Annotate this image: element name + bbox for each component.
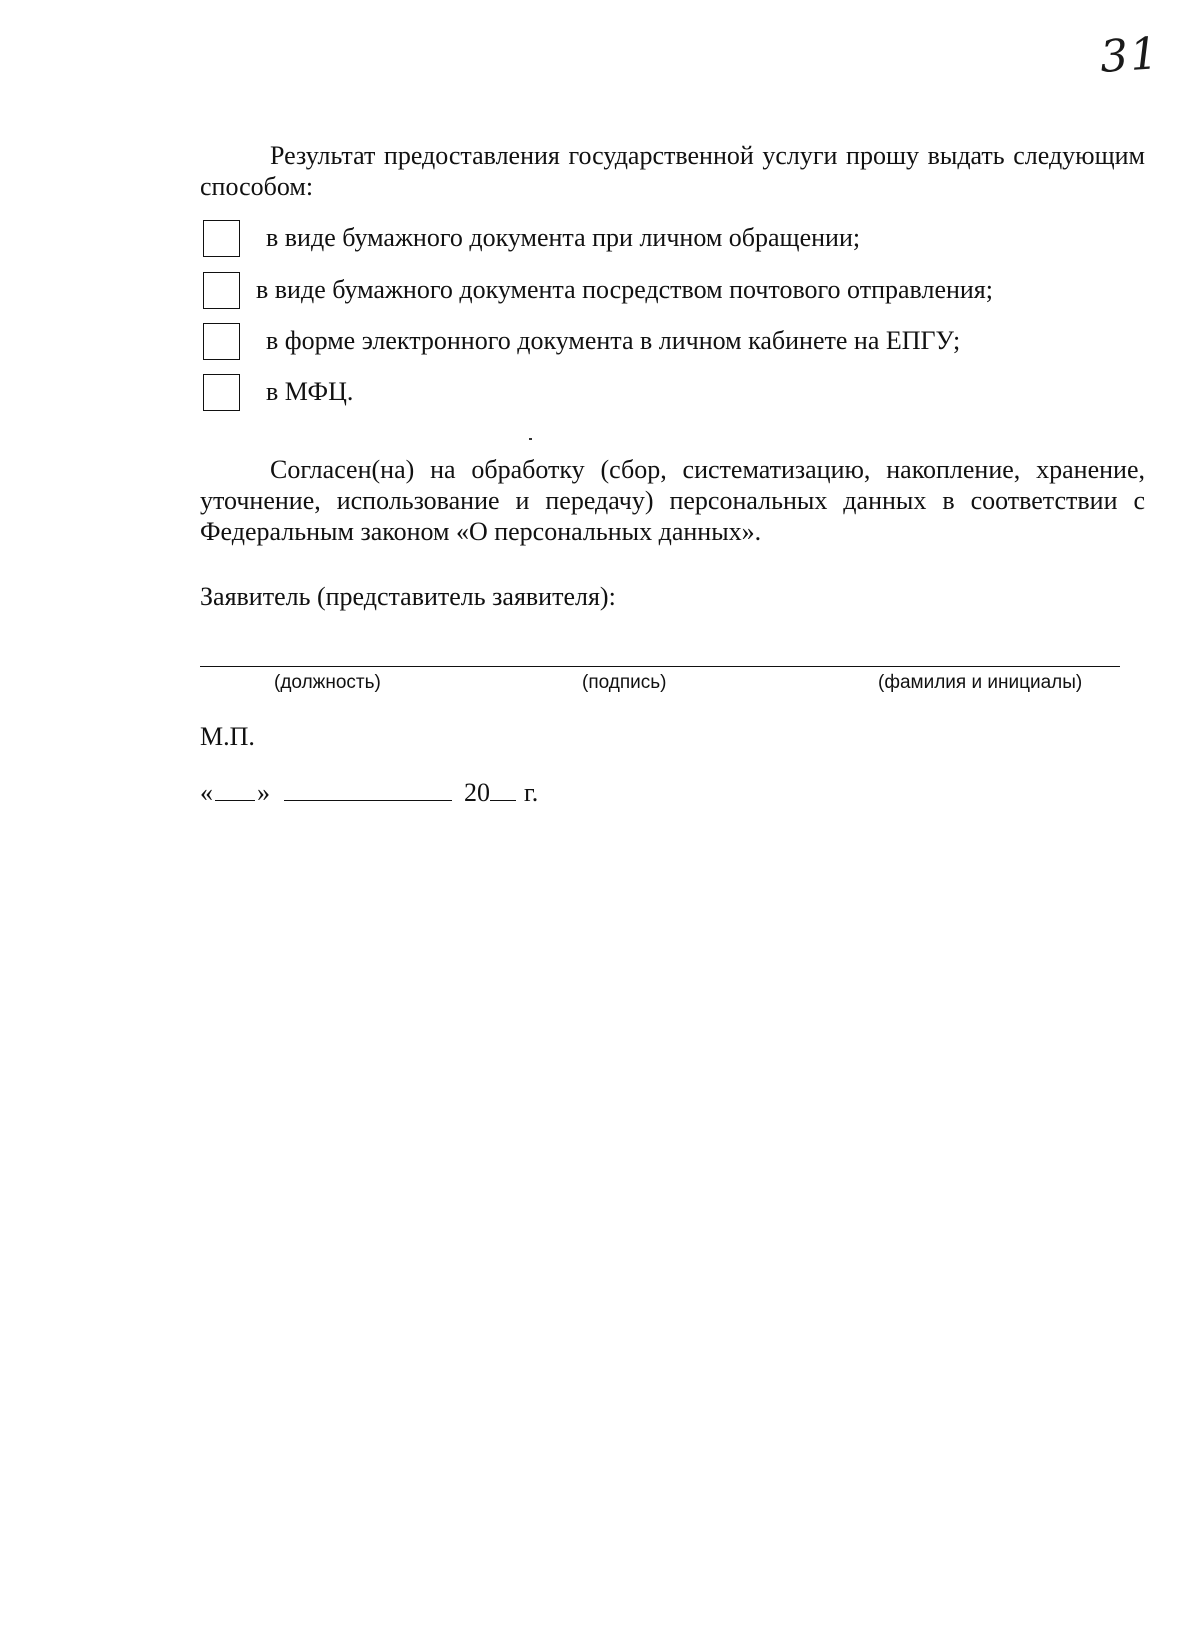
date-open-quote: « [200,778,213,807]
option-label: в МФЦ. [266,377,354,406]
signature-line-tail [1090,666,1118,667]
result-delivery-paragraph [200,140,1145,202]
date-close-quote: » [257,778,270,807]
page-number: 31 [1098,27,1162,84]
date-line [200,778,538,808]
option-label: в виде бумажного документа при личном обращении; [266,223,861,252]
checkbox-mfc[interactable] [203,374,240,411]
delivery-option-electronic-epgu[interactable] [203,321,960,361]
delivery-option-paper-in-person[interactable] [203,218,860,258]
date-month-blank[interactable] [284,778,452,801]
checkbox-paper-in-person[interactable] [203,220,240,257]
consent-text: Согласен(на) на обработку (сбор, систематизацию, накопление, хранение, уточнение, использование и передачу) персональных данных в соответствии с Федеральным законом «О персональных данных». [200,455,1145,546]
date-year-blank[interactable] [490,778,516,801]
delivery-option-mfc[interactable] [203,372,353,412]
date-century: 20 [464,778,490,807]
checkbox-electronic-epgu[interactable] [203,323,240,360]
date-day-blank[interactable] [215,778,255,801]
caption-position: (должность) [274,672,381,693]
delivery-option-paper-by-mail[interactable] [203,270,993,310]
signature-line[interactable] [200,666,1120,667]
applicant-label: Заявитель (представитель заявителя): [200,582,616,611]
stamp-place-label: М.П. [200,722,255,751]
caption-signature: (подпись) [582,672,667,693]
checkbox-paper-by-mail[interactable] [203,272,240,309]
personal-data-consent-paragraph [200,454,1145,547]
option-label: в виде бумажного документа посредством почтового отправления; [256,275,993,304]
option-label: в форме электронного документа в личном кабинете на ЕПГУ; [266,326,961,355]
result-delivery-text: Результат предоставления государственной услуги прошу выдать следующим способом: [200,141,1145,201]
date-year-suffix: г. [524,778,539,807]
scan-speck [529,438,532,440]
caption-full-name: (фамилия и инициалы) [878,672,1083,693]
